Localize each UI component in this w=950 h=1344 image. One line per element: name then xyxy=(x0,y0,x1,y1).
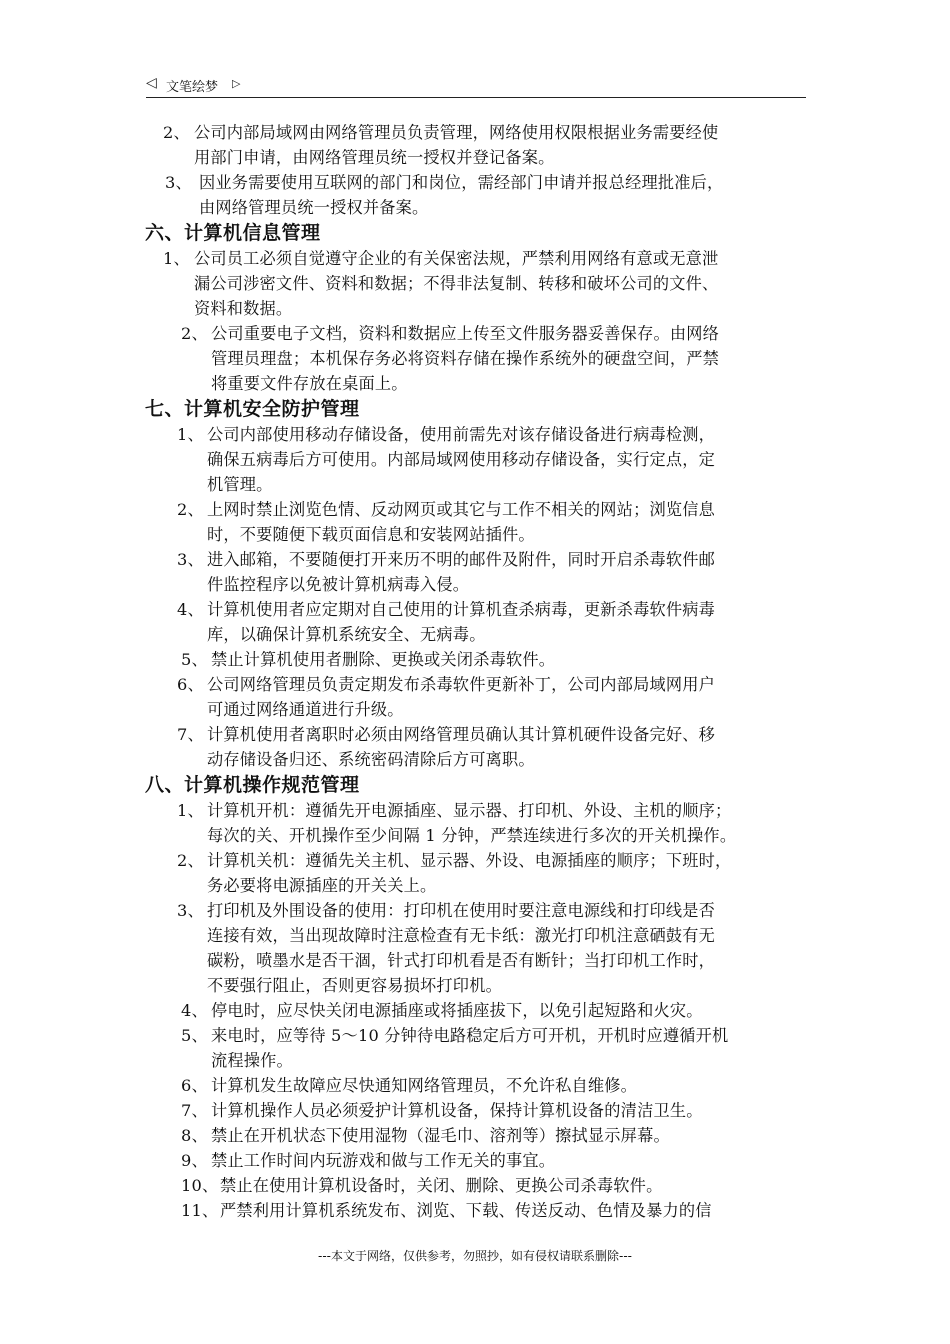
item-text: 计算机操作人员必须爱护计算机设备，保持计算机设备的清洁卫生。 xyxy=(211,1101,703,1120)
list-item xyxy=(0,1173,950,1198)
list-item xyxy=(0,647,950,672)
item-number: 3、 xyxy=(177,550,204,569)
section-title: 七、计算机安全防护管理 xyxy=(145,398,360,420)
item-number: 5、 xyxy=(181,1026,208,1045)
item-text: 计算机使用者离职时必须由网络管理员确认其计算机硬件设备完好、移 动存储设备归还、系统密码清除后方可离职。 xyxy=(207,725,716,769)
item-number: 6、 xyxy=(181,1076,208,1095)
header-brand: 文笔绘梦 xyxy=(166,80,219,95)
item-number: 1、 xyxy=(177,425,204,444)
item-text: 禁止在使用计算机设备时，关闭、删除、更换公司杀毒软件。 xyxy=(220,1176,663,1195)
document-body xyxy=(0,120,950,1223)
item-number: 7、 xyxy=(177,725,204,744)
item-number: 1、 xyxy=(177,801,204,820)
list-item xyxy=(0,1023,950,1073)
section-title: 八、计算机操作规范管理 xyxy=(145,774,360,796)
item-text: 进入邮箱，不要随便打开来历不明的邮件及附件，同时开启杀毒软件邮 件监控程序以免被计算机病毒入侵。 xyxy=(207,550,716,594)
list-item xyxy=(0,798,950,848)
list-item xyxy=(0,1123,950,1148)
list-item xyxy=(0,1148,950,1173)
item-number: 7、 xyxy=(181,1101,208,1120)
list-item xyxy=(0,672,950,722)
item-number: 10、 xyxy=(181,1176,219,1195)
item-number: 2、 xyxy=(181,324,208,343)
item-text: 公司重要电子文档，资料和数据应上传至文件服务器妥善保存。由网络 管理员理盘；本机保存务必将资料存储在操作系统外的硬盘空间，严禁 将重要文件存放在桌面上。 xyxy=(211,324,720,393)
item-text: 计算机开机：遵循先开电源插座、显示器、打印机、外设、主机的顺序； 每次的关、开机操作至少间隔 1 分钟，严禁连续进行多次的开关机操作。 xyxy=(207,801,737,845)
item-text: 公司员工必须自觉遵守企业的有关保密法规，严禁利用网络有意或无意泄 漏公司涉密文件、资料和数据；不得非法复制、转移和破坏公司的文件、 资料和数据。 xyxy=(194,249,719,318)
item-text: 停电时，应尽快关闭电源插座或将插座拔下，以免引起短路和火灾。 xyxy=(211,1001,703,1020)
item-number: 11、 xyxy=(181,1201,219,1220)
item-number: 3、 xyxy=(177,901,204,920)
item-number: 3、 xyxy=(165,173,192,192)
item-number: 4、 xyxy=(177,600,204,619)
item-number: 9、 xyxy=(181,1151,208,1170)
list-item xyxy=(0,547,950,597)
list-item xyxy=(0,246,950,321)
list-item xyxy=(0,1198,950,1223)
item-text: 禁止计算机使用者删除、更换或关闭杀毒软件。 xyxy=(211,650,556,669)
left-triangle-icon: ◁ xyxy=(146,75,157,91)
item-text: 因业务需要使用互联网的部门和岗位，需经部门申请并报总经理批准后， 由网络管理员统一授权并备案。 xyxy=(199,173,724,217)
item-text: 打印机及外围设备的使用：打印机在使用时要注意电源线和打印线是否 连接有效，当出现故障时注意检查有无卡纸：激光打印机注意硒鼓有无 碳粉，喷墨水是否干涸，针式打印机看是否有断针；当打印机工作时， 不要强行阻止，否则更容易损坏打印机。 xyxy=(207,901,716,995)
item-text: 计算机使用者应定期对自己使用的计算机查杀病毒，更新杀毒软件病毒 库，以确保计算机系统安全、无病毒。 xyxy=(207,600,716,644)
list-item xyxy=(0,998,950,1023)
item-number: 2、 xyxy=(177,851,204,870)
list-item xyxy=(0,722,950,772)
list-item xyxy=(0,497,950,547)
item-number: 4、 xyxy=(181,1001,208,1020)
item-text: 来电时，应等待 5～10 分钟待电路稳定后方可开机，开机时应遵循开机 流程操作。 xyxy=(211,1026,729,1070)
item-text: 严禁利用计算机系统发布、浏览、下载、传送反动、色情及暴力的信 xyxy=(220,1201,712,1220)
list-item xyxy=(0,597,950,647)
item-text: 公司内部使用移动存储设备，使用前需先对该存储设备进行病毒检测， 确保五病毒后方可使用。内部局域网使用移动存储设备，实行定点，定 机管理。 xyxy=(207,425,716,494)
item-number: 6、 xyxy=(177,675,204,694)
item-text: 上网时禁止浏览色情、反动网页或其它与工作不相关的网站；浏览信息 时，不要随便下载页面信息和安装网站插件。 xyxy=(207,500,716,544)
item-number: 2、 xyxy=(177,500,204,519)
list-item xyxy=(0,898,950,998)
list-item xyxy=(0,422,950,497)
item-number: 2、 xyxy=(163,123,190,142)
item-text: 公司网络管理员负责定期发布杀毒软件更新补丁，公司内部局域网用户 可通过网络通道进行升级。 xyxy=(207,675,716,719)
item-number: 5、 xyxy=(181,650,208,669)
item-number: 1、 xyxy=(163,249,190,268)
list-item xyxy=(0,120,950,170)
list-item xyxy=(0,321,950,396)
item-text: 禁止工作时间内玩游戏和做与工作无关的事宜。 xyxy=(211,1151,556,1170)
item-text: 计算机发生故障应尽快通知网络管理员，不允许私自维修。 xyxy=(211,1076,638,1095)
list-item xyxy=(0,1073,950,1098)
item-text: 计算机关机：遵循先关主机、显示器、外设、电源插座的顺序；下班时， 务必要将电源插座的开关关上。 xyxy=(207,851,732,895)
item-text: 公司内部局域网由网络管理员负责管理，网络使用权限根据业务需要经使 用部门申请，由网络管理员统一授权并登记备案。 xyxy=(194,123,719,167)
section-title: 六、计算机信息管理 xyxy=(145,222,321,244)
list-item xyxy=(0,1098,950,1123)
list-item xyxy=(0,848,950,898)
item-number: 8、 xyxy=(181,1126,208,1145)
list-item xyxy=(0,170,950,220)
page-header xyxy=(146,73,806,98)
page-footer: ---本文于网络，仅供参考，勿照抄，如有侵权请联系删除--- xyxy=(318,1249,632,1263)
right-triangle-icon: ▷ xyxy=(232,77,241,90)
item-text: 禁止在开机状态下使用湿物（湿毛巾、溶剂等）擦拭显示屏幕。 xyxy=(211,1126,670,1145)
